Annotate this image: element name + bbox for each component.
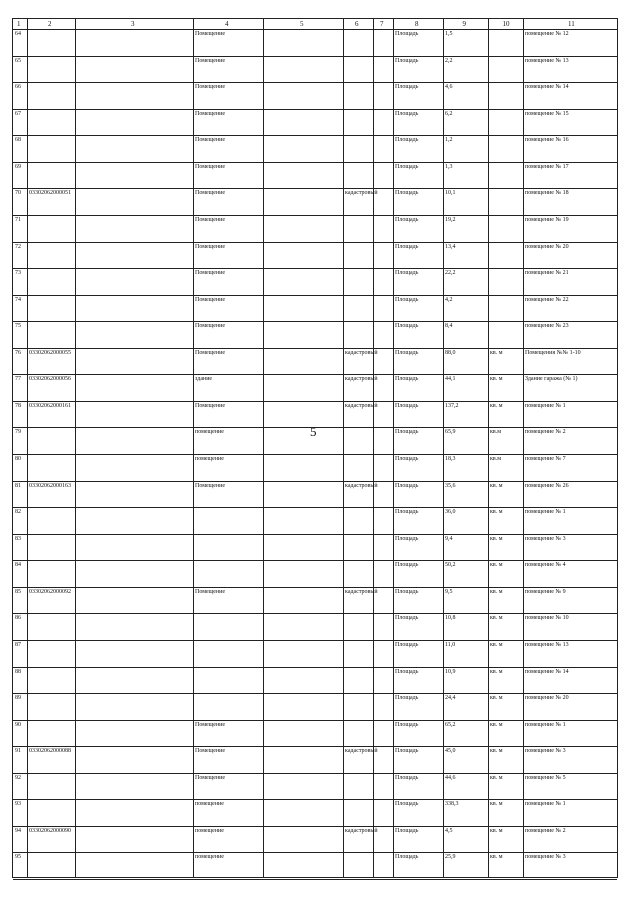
column-number-header: 11 — [568, 20, 575, 28]
table-cell-num: 66 — [15, 84, 21, 91]
row-divider — [13, 135, 617, 136]
table-cell-param: Площадь — [395, 402, 419, 409]
table-cell-unit: кв. м — [490, 615, 503, 622]
table-cell-type: помещение — [195, 827, 224, 834]
row-divider — [13, 454, 617, 455]
row-divider — [13, 481, 617, 482]
column-number-header: 3 — [131, 20, 135, 28]
table-cell-value: 9,4 — [445, 535, 453, 542]
row-divider — [13, 587, 617, 588]
table-cell-param: Площадь — [395, 854, 419, 861]
table-cell-kind: кадастровый — [345, 588, 378, 595]
row-divider — [13, 348, 617, 349]
table-cell-type: Помещение — [195, 721, 226, 728]
table-cell-num: 68 — [15, 137, 21, 144]
row-divider — [13, 879, 617, 880]
table-cell-param: Площадь — [395, 110, 419, 117]
table-cell-unit: кв. м — [490, 376, 503, 383]
row-divider — [13, 162, 617, 163]
table-cell-type: Помещение — [195, 402, 226, 409]
table-cell-num: 82 — [15, 509, 21, 516]
table-cell-num: 80 — [15, 456, 21, 462]
table-cell-param: Площадь — [395, 509, 419, 516]
table-cell-value: 9,5 — [445, 588, 453, 595]
table-cell-type: помещение — [195, 801, 224, 808]
table-cell-note: помещение № 2 — [525, 827, 566, 834]
table-cell-value: 88,0 — [445, 349, 456, 356]
row-divider — [13, 693, 617, 694]
header-divider — [13, 29, 617, 30]
table-cell-value: 18,3 — [445, 456, 456, 462]
table-cell-param: Площадь — [395, 721, 419, 728]
table-cell-param: Площадь — [395, 31, 419, 37]
row-divider — [13, 826, 617, 827]
row-divider — [13, 401, 617, 402]
table-cell-kind: кадастровый — [345, 349, 378, 356]
table-cell-num: 87 — [15, 641, 21, 648]
table-cell-num: 86 — [15, 615, 21, 622]
table-cell-note: помещение № 1 — [525, 721, 566, 728]
table-cell-value: 44,1 — [445, 376, 456, 383]
column-divider — [193, 19, 194, 877]
table-cell-type: Помещение — [195, 296, 226, 303]
table-cell-value: 338,3 — [445, 801, 459, 808]
table-cell-reg: 03302062000092 — [29, 588, 71, 595]
row-divider — [13, 507, 617, 508]
row-divider — [13, 773, 617, 774]
table-cell-value: 4,5 — [445, 827, 453, 834]
table-cell-value: 13,4 — [445, 243, 456, 250]
table-cell-type: помещение — [195, 854, 224, 861]
table-cell-param: Площадь — [395, 57, 419, 64]
table-cell-value: 65,2 — [445, 721, 456, 728]
row-divider — [13, 613, 617, 614]
table-cell-reg: 03302062000088 — [29, 748, 71, 755]
table-cell-type: Помещение — [195, 774, 226, 781]
table-cell-unit: кв. м — [490, 402, 503, 409]
table-cell-reg: 03302062000055 — [29, 349, 71, 356]
table-cell-note: помещение № 3 — [525, 854, 566, 861]
row-divider — [13, 109, 617, 110]
column-number-header: 7 — [380, 20, 384, 28]
table-cell-num: 71 — [15, 216, 21, 223]
table-cell-value: 10,1 — [445, 190, 456, 197]
table-cell-num: 88 — [15, 668, 21, 675]
table-cell-note: помещение № 17 — [525, 163, 569, 170]
table-cell-param: Площадь — [395, 588, 419, 595]
table-cell-unit: кв. м — [490, 535, 503, 542]
table-cell-note: помещение № 13 — [525, 57, 569, 64]
column-number-header: 9 — [462, 20, 466, 28]
table-cell-value: 4,2 — [445, 296, 453, 303]
table-cell-value: 10,9 — [445, 668, 456, 675]
table-cell-value: 24,4 — [445, 695, 456, 702]
column-divider — [488, 19, 489, 877]
table-cell-num: 84 — [15, 562, 21, 569]
table-cell-value: 10,8 — [445, 615, 456, 622]
column-number-header: 1 — [17, 20, 21, 28]
table-cell-value: 1,3 — [445, 163, 453, 170]
table-cell-value: 25,9 — [445, 854, 456, 861]
column-number-header: 8 — [415, 20, 419, 28]
table-cell-unit: кв.м — [490, 429, 502, 436]
table-cell-note: помещение № 16 — [525, 137, 569, 144]
column-divider — [343, 19, 344, 877]
row-divider — [13, 799, 617, 800]
row-divider — [13, 82, 617, 83]
table-cell-type: Помещение — [195, 243, 226, 250]
table-cell-value: 35,6 — [445, 482, 456, 489]
table-cell-note: помещение № 3 — [525, 748, 566, 755]
table-cell-num: 79 — [15, 429, 21, 436]
table-cell-note: помещение № 7 — [525, 456, 566, 462]
column-divider — [263, 19, 264, 877]
table-cell-kind: кадастровый — [345, 748, 378, 755]
table-cell-type: Помещение — [195, 137, 226, 144]
register-table — [12, 18, 618, 878]
table-cell-note: помещение № 12 — [525, 31, 569, 37]
table-cell-value: 22,2 — [445, 270, 456, 277]
table-cell-type: Помещение — [195, 748, 226, 755]
table-cell-value: 44,6 — [445, 774, 456, 781]
table-cell-param: Площадь — [395, 801, 419, 808]
table-cell-num: 90 — [15, 721, 21, 728]
table-cell-type: Помещение — [195, 588, 226, 595]
table-cell-unit: кв. м — [490, 774, 503, 781]
table-cell-value: 50,2 — [445, 562, 456, 569]
table-cell-num: 77 — [15, 376, 21, 383]
row-divider — [13, 746, 617, 747]
table-cell-type: помещение — [195, 456, 224, 462]
table-cell-unit: кв.м — [490, 456, 502, 462]
row-divider — [13, 188, 617, 189]
table-cell-note: помещение № 13 — [525, 641, 569, 648]
table-cell-value: 137,2 — [445, 402, 459, 409]
table-cell-unit: кв. м — [490, 349, 503, 356]
column-divider — [393, 19, 394, 877]
table-cell-value: 8,4 — [445, 323, 453, 330]
table-cell-num: 67 — [15, 110, 21, 117]
table-cell-value: 4,6 — [445, 84, 453, 91]
table-cell-param: Площадь — [395, 190, 419, 197]
table-cell-note: помещение № 20 — [525, 695, 569, 702]
row-divider — [13, 242, 617, 243]
table-cell-note: помещение № 26 — [525, 482, 569, 489]
table-cell-unit: кв. м — [490, 588, 503, 595]
table-cell-value: 1,2 — [445, 137, 453, 144]
row-divider — [13, 427, 617, 428]
row-divider — [13, 720, 617, 721]
row-divider — [13, 534, 617, 535]
table-cell-note: помещение № 1 — [525, 801, 566, 808]
table-cell-unit: кв. м — [490, 668, 503, 675]
table-cell-type: Помещение — [195, 57, 226, 64]
table-cell-note: помещение № 22 — [525, 296, 569, 303]
table-cell-value: 36,0 — [445, 509, 456, 516]
table-cell-num: 72 — [15, 243, 21, 250]
table-cell-num: 73 — [15, 270, 21, 277]
table-cell-note: помещение № 14 — [525, 84, 569, 91]
table-cell-reg: 03302062000090 — [29, 827, 71, 834]
table-cell-type: Помещение — [195, 110, 226, 117]
table-cell-note: помещение № 14 — [525, 668, 569, 675]
table-cell-note: помещение № 15 — [525, 110, 569, 117]
table-cell-unit: кв. м — [490, 562, 503, 569]
table-cell-note: помещение № 2 — [525, 429, 566, 436]
table-cell-note: помещение № 5 — [525, 774, 566, 781]
table-cell-param: Площадь — [395, 482, 419, 489]
table-cell-param: Площадь — [395, 216, 419, 223]
row-divider — [13, 560, 617, 561]
column-divider — [27, 19, 28, 877]
table-cell-param: Площадь — [395, 270, 419, 277]
row-divider — [13, 215, 617, 216]
table-cell-type: Помещение — [195, 216, 226, 223]
table-cell-value: 11,0 — [445, 641, 456, 648]
table-cell-num: 69 — [15, 163, 21, 170]
table-cell-param: Площадь — [395, 615, 419, 622]
table-cell-note: помещение № 20 — [525, 243, 569, 250]
table-cell-kind: кадастровый — [345, 190, 378, 197]
table-cell-note: помещение № 4 — [525, 562, 566, 569]
table-cell-type: Помещение — [195, 31, 226, 37]
page-number: 5 — [310, 424, 317, 439]
table-cell-num: 89 — [15, 695, 21, 702]
table-cell-note: помещение № 9 — [525, 588, 566, 595]
row-divider — [13, 268, 617, 269]
table-cell-unit: кв. м — [490, 748, 503, 755]
table-cell-unit: кв. м — [490, 854, 503, 861]
row-divider — [13, 852, 617, 853]
table-cell-num: 92 — [15, 774, 21, 781]
row-divider — [13, 640, 617, 641]
table-cell-unit: кв. м — [490, 827, 503, 834]
table-cell-param: Площадь — [395, 748, 419, 755]
table-cell-type: Помещение — [195, 270, 226, 277]
column-divider — [443, 19, 444, 877]
table-cell-param: Площадь — [395, 296, 419, 303]
table-cell-type: Помещение — [195, 190, 226, 197]
table-cell-num: 81 — [15, 482, 21, 489]
table-cell-kind: кадастровый — [345, 827, 378, 834]
table-cell-value: 45,0 — [445, 748, 456, 755]
row-divider — [13, 321, 617, 322]
table-cell-note: помещение № 23 — [525, 323, 569, 330]
table-cell-param: Площадь — [395, 429, 419, 436]
table-cell-param: Площадь — [395, 774, 419, 781]
table-cell-value: 65,9 — [445, 429, 456, 436]
table-cell-num: 93 — [15, 801, 21, 808]
table-cell-unit: кв. м — [490, 641, 503, 648]
table-cell-note: помещение № 21 — [525, 270, 569, 277]
table-cell-note: помещение № 1 — [525, 402, 566, 409]
table-cell-num: 85 — [15, 588, 21, 595]
table-cell-note: помещение № 18 — [525, 190, 569, 197]
table-cell-note: Здание гаража (№ 1) — [525, 376, 578, 383]
table-cell-reg: 03302062000163 — [29, 482, 71, 489]
table-cell-param: Площадь — [395, 376, 419, 383]
table-cell-note: Помещения №№ 1-10 — [525, 349, 581, 356]
table-cell-reg: 03302062000051 — [29, 190, 71, 197]
table-cell-unit: кв. м — [490, 721, 503, 728]
table-cell-type: Помещение — [195, 349, 226, 356]
table-cell-param: Площадь — [395, 456, 419, 462]
table-cell-kind: кадастровый — [345, 482, 378, 489]
table-cell-type: Помещение — [195, 163, 226, 170]
table-cell-num: 78 — [15, 402, 21, 409]
table-cell-param: Площадь — [395, 84, 419, 91]
table-cell-note: помещение № 1 — [525, 509, 566, 516]
table-cell-param: Площадь — [395, 163, 419, 170]
table-cell-note: помещение № 10 — [525, 615, 569, 622]
table-cell-num: 75 — [15, 323, 21, 330]
column-number-header: 2 — [48, 20, 52, 28]
table-cell-param: Площадь — [395, 668, 419, 675]
table-cell-num: 64 — [15, 31, 21, 37]
table-cell-note: помещение № 19 — [525, 216, 569, 223]
row-divider — [13, 56, 617, 57]
table-cell-num: 94 — [15, 827, 21, 834]
table-cell-type: Помещение — [195, 323, 226, 330]
table-cell-reg: 03302062000056 — [29, 376, 71, 383]
column-divider — [523, 19, 524, 877]
table-cell-param: Площадь — [395, 137, 419, 144]
table-cell-unit: кв. м — [490, 801, 503, 808]
table-cell-kind: кадастровый — [345, 402, 378, 409]
table-cell-value: 2,2 — [445, 57, 453, 64]
column-number-header: 10 — [502, 20, 510, 28]
table-cell-unit: кв. м — [490, 509, 503, 516]
row-divider — [13, 667, 617, 668]
row-divider — [13, 295, 617, 296]
table-cell-value: 19,2 — [445, 216, 456, 223]
table-cell-param: Площадь — [395, 562, 419, 569]
table-cell-param: Площадь — [395, 323, 419, 330]
column-divider — [75, 19, 76, 877]
table-cell-type: помещение — [195, 429, 224, 436]
table-cell-value: 6,2 — [445, 110, 453, 117]
table-cell-unit: кв. м — [490, 482, 503, 489]
table-cell-kind: кадастровый — [345, 376, 378, 383]
column-number-header: 4 — [225, 20, 229, 28]
table-cell-reg: 03302062000161 — [29, 402, 71, 409]
table-cell-param: Площадь — [395, 641, 419, 648]
table-cell-note: помещение № 3 — [525, 535, 566, 542]
table-cell-num: 95 — [15, 854, 21, 861]
table-cell-num: 74 — [15, 296, 21, 303]
column-number-header: 6 — [355, 20, 359, 28]
table-cell-num: 76 — [15, 349, 21, 356]
table-cell-type: Помещение — [195, 84, 226, 91]
table-cell-value: 1,5 — [445, 31, 453, 37]
table-cell-param: Площадь — [395, 695, 419, 702]
table-cell-param: Площадь — [395, 827, 419, 834]
table-cell-num: 83 — [15, 535, 21, 542]
table-cell-type: здание — [195, 376, 213, 383]
table-cell-param: Площадь — [395, 243, 419, 250]
table-cell-param: Площадь — [395, 349, 419, 356]
column-number-header: 5 — [300, 20, 304, 28]
table-cell-unit: кв. м — [490, 695, 503, 702]
table-cell-type: Помещение — [195, 482, 226, 489]
table-cell-num: 65 — [15, 57, 21, 64]
table-cell-num: 70 — [15, 190, 21, 197]
table-cell-param: Площадь — [395, 535, 419, 542]
table-cell-num: 91 — [15, 748, 21, 755]
